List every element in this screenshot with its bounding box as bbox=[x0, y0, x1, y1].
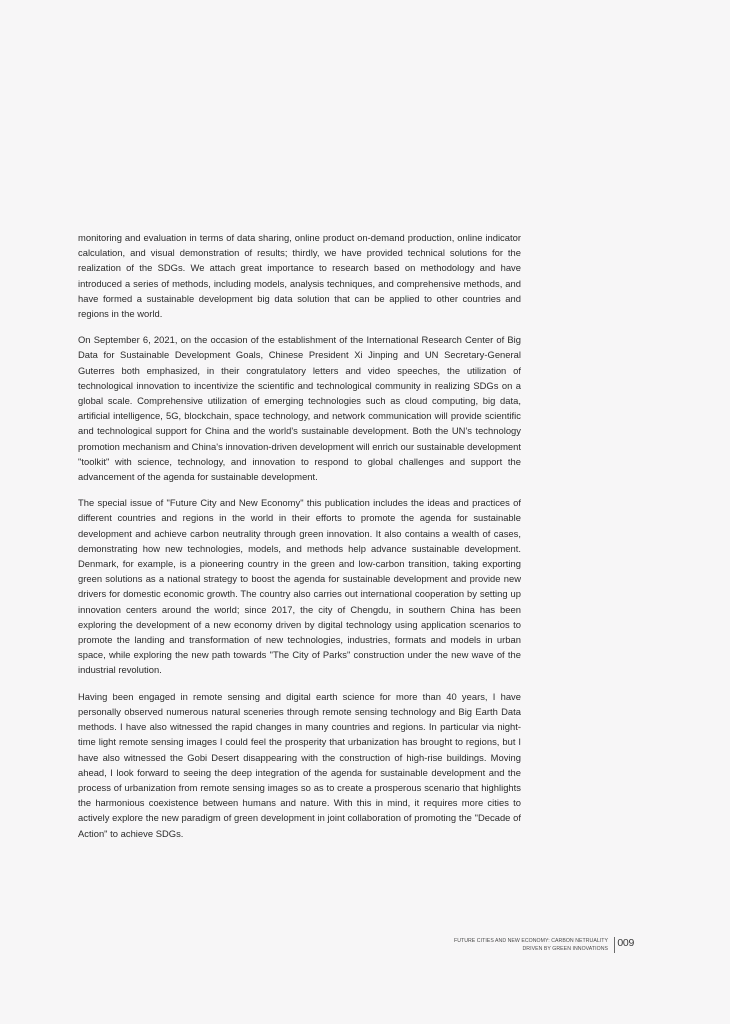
paragraph-1: monitoring and evaluation in terms of data sharing, online product on-demand production, online indicator calculation, and visual demonstration of results; thirdly, we have provided technical solutions for the realization of the SDGs. We attach great importance to research based on methodology and have introduced a series of methods, including models, analysis techniques, and comprehensive methods, and have formed a sustainable development big data solution that can be applied to other countries and regions in the world. bbox=[78, 232, 521, 320]
running-title bbox=[408, 937, 608, 953]
running-title-line-1: FUTURE CITIES AND NEW ECONOMY: CARBON NETRUALITY bbox=[453, 938, 608, 944]
running-title-line-2: DRIVEN BY GREEN INNOVATIONS bbox=[522, 946, 608, 952]
page-footer bbox=[420, 936, 642, 962]
paragraph-3: The special issue of "Future City and New Economy" this publication includes the ideas and practices of different countries and regions in the world in their efforts to promote the agenda for sustainable development and achieve carbon neutrality through green innovation. It also contains a wealth of cases, demonstrating how new technologies, models, and methods help advance sustainable development. Denmark, for example, is a pioneering country in the green and low-carbon transition, taking exporting green solutions as a national strategy to boost the agenda for sustainable development and provide new drivers for domestic economic growth. The country also carries out international cooperation by setting up innovation centers around the world; since 2017, the city of Chengdu, in southern China has been exploring the development of a new economy driven by digital technology using application scenarios to promote the landing and transformation of new technologies, industries, formats and models in urban space, while exploring the new path towards "The City of Parks" construction under the new wave of the industrial revolution. bbox=[78, 497, 521, 676]
page-number: 009 bbox=[617, 937, 634, 949]
paragraph-2: On September 6, 2021, on the occasion of the establishment of the International Research Center of Big Data for Sustainable Development Goals, Chinese President Xi Jinping and UN Secretary-General Guterres both emphasized, in their congratulatory letters and video speeches, the utilization of technological innovation to incentivize the scientific and technological community in realizing SDGs on a global scale. Comprehensive utilization of emerging technologies such as cloud computing, big data, artificial intelligence, 5G, blockchain, space technology, and network communication will provide scientific and technological support for China and the world's sustainable development. Both the UN's technology promotion mechanism and China's innovation-driven development will enrich our sustainable development "toolkit" with science, technology, and innovation to respond to global challenges and support the advancement of the agenda for sustainable development. bbox=[78, 334, 521, 483]
paragraph-4: Having been engaged in remote sensing and digital earth science for more than 40 years, I have personally observed numerous natural sceneries through remote sensing technology and Big Earth Data methods. I have also witnessed the rapid changes in many countries and regions. In particular via night-time light remote sensing images I could feel the prosperity that urbanization has brought to regions, but I have also witnessed the Gobi Desert disappearing with the construction of high-rise buildings. Moving ahead, I look forward to seeing the deep integration of the agenda for sustainable development and the process of urbanization from remote sensing images so as to create a prosperous scenario that highlights the harmonious coexistence between humans and nature. With this in mind, it requires more cities to actively explore the new paradigm of green development in joint collaboration of promoting the "Decade of Action" to achieve SDGs. bbox=[78, 690, 521, 839]
body-text bbox=[78, 230, 521, 852]
footer-divider bbox=[614, 937, 615, 953]
